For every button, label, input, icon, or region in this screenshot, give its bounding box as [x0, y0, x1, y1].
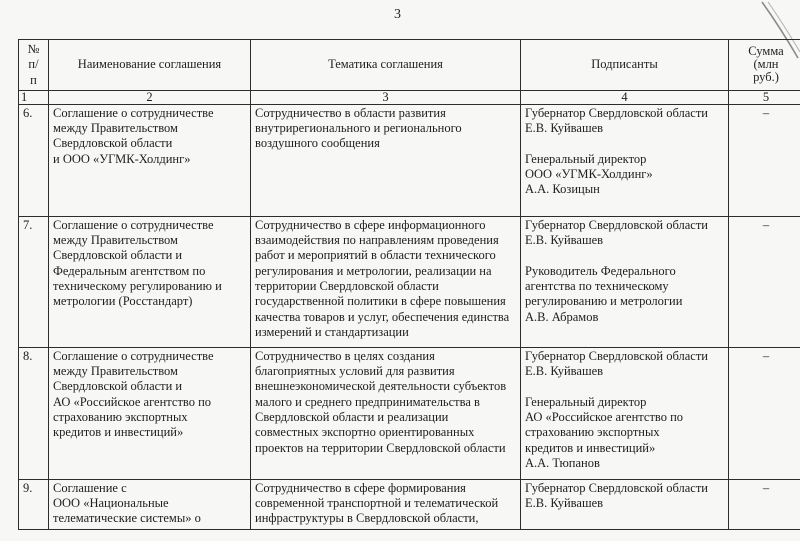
column-index-5: 5: [729, 90, 800, 104]
row-topic: Сотрудничество в целях создания благоприятных условий для развития внешнеэкономической деятельности субъектов малого и среднего предпринимательства в Свердловской области и реализации совместных экспортно ориентированных проектов на территории Свердловской области: [251, 347, 521, 479]
header-sum: Сумма (млн руб.): [729, 40, 800, 91]
row-signers: Губернатор Свердловской области Е.В. Куйвашев: [521, 479, 729, 529]
page-number: 3: [394, 7, 401, 22]
row-sum: –: [729, 216, 800, 347]
row-signers: Губернатор Свердловской области Е.В. Куйвашев Руководитель Федерального агентства по техническому регулированию и метрологии А.В. Абрамов: [521, 216, 729, 347]
row-topic: Сотрудничество в сфере формирования современной транспортной и телематической инфраструктуры в Свердловской области,: [251, 479, 521, 529]
row-num: 6.: [19, 104, 49, 216]
row-topic: Сотрудничество в области развития внутрирегионального и регионального воздушного сообщения: [251, 104, 521, 216]
row-num: 7.: [19, 216, 49, 347]
column-index-2: 2: [49, 90, 251, 104]
header-signers: Подписанты: [521, 40, 729, 91]
row-sum: –: [729, 104, 800, 216]
row-name: Соглашение с ООО «Национальные телематические системы» о: [49, 479, 251, 529]
row-num: 8.: [19, 347, 49, 479]
table-row: [19, 479, 800, 529]
row-name: Соглашение о сотрудничестве между Правительством Свердловской области и ООО «УГМК-Холдинг»: [49, 104, 251, 216]
agreements-table: [18, 39, 800, 530]
header-topic: Тематика соглашения: [251, 40, 521, 91]
row-name: Соглашение о сотрудничестве между Правительством Свердловской области и АО «Российское агентство по страхованию экспортных кредитов и инвестиций»: [49, 347, 251, 479]
row-topic: Сотрудничество в сфере информационного взаимодействия по направлениям проведения работ и мероприятий в области технического регулирования и метрологии, реализации на территории Свердловской области государственной политики в сфере повышения качества товаров и услуг, обеспечения единства измерений и стандартизации: [251, 216, 521, 347]
column-index-3: 3: [251, 90, 521, 104]
row-num: 9.: [19, 479, 49, 529]
row-sum: –: [729, 479, 800, 529]
row-name: Соглашение о сотрудничестве между Правительством Свердловской области и Федеральным агентством по техническому регулированию и метрологии (Росстандарт): [49, 216, 251, 347]
row-signers: Губернатор Свердловской области Е.В. Куйвашев Генеральный директор ООО «УГМК-Холдинг» А.А. Козицын: [521, 104, 729, 216]
table-row: [19, 347, 800, 479]
table-row: [19, 216, 800, 347]
row-signers: Губернатор Свердловской области Е.В. Куйвашев Генеральный директор АО «Российское агентство по страхованию экспортных кредитов и инвестиций» А.А. Тюпанов: [521, 347, 729, 479]
row-sum: –: [729, 347, 800, 479]
column-index-4: 4: [521, 90, 729, 104]
column-index-1: 1: [19, 90, 49, 104]
table-row: [19, 104, 800, 216]
header-num: № п/ п: [19, 40, 49, 91]
table-header-row: [19, 40, 800, 91]
header-name: Наименование соглашения: [49, 40, 251, 91]
column-index-row: [19, 90, 800, 104]
